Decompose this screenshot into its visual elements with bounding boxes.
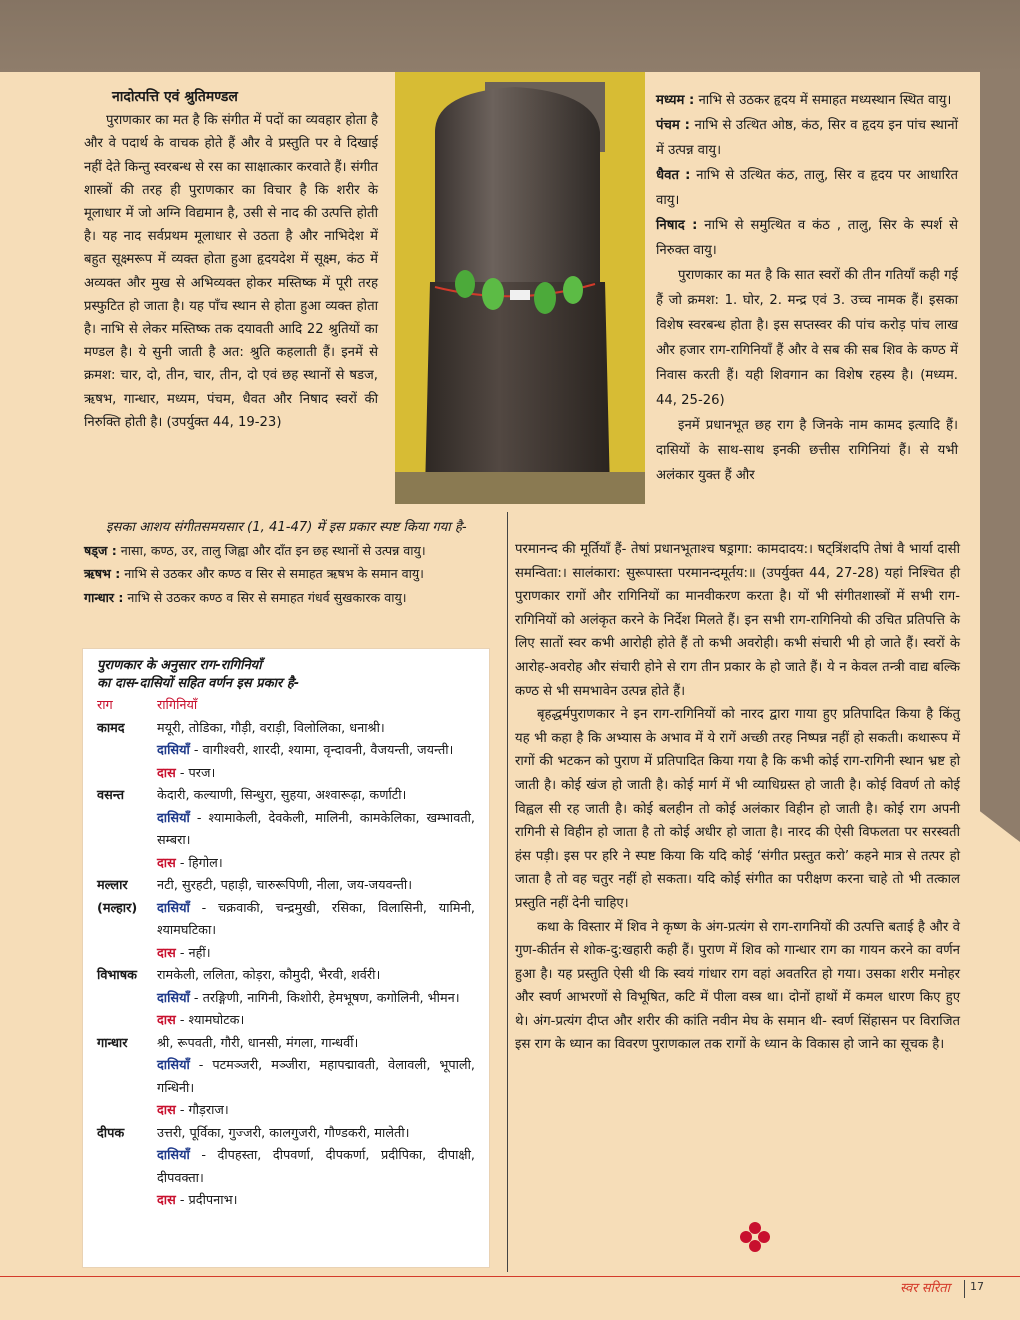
raga-spacer bbox=[97, 1100, 157, 1123]
rag-rows bbox=[97, 718, 475, 1213]
flower-ornament-icon bbox=[738, 1220, 772, 1254]
left-paragraph-2: इसका आशय संगीतसमयसार (1, 41-47) में इस प्रकार स्पष्ट किया गया है- bbox=[106, 520, 467, 535]
bottom-column bbox=[515, 538, 960, 1057]
raga-dasi-row bbox=[97, 740, 475, 763]
raga-dasa-row bbox=[97, 1100, 475, 1123]
raga-spacer bbox=[97, 763, 157, 786]
raga-dasi bbox=[157, 740, 475, 763]
dasa-text: - हिगोल। bbox=[175, 855, 223, 871]
section-heading: नादोत्पत्ति एवं श्रुतिमण्डल bbox=[112, 89, 238, 105]
right-paragraph-2: इनमें प्रधानभूत छह राग है जिनके नाम कामद इत्यादि हैं। दासियों के साथ-साथ इनकी छत्तीस रागिनियां हैं। से यभी अलंकार युक्त हैं और bbox=[656, 418, 958, 483]
dasi-text: - चक्रवाकी, चन्द्रमुखी, रसिका, विलासिनी, यामिनी, श्यामघटिका। bbox=[157, 900, 475, 938]
dasi-text: - श्यामाकेली, देवकेली, मालिनी, कामकेलिका, खम्भावती, सम्बरा। bbox=[157, 810, 475, 848]
dasi-label: दासियाँ bbox=[157, 1148, 190, 1163]
magazine-name: स्वर सरिता bbox=[900, 1281, 950, 1296]
dasa-label: दास bbox=[157, 1013, 176, 1028]
raga-name: दीपक bbox=[97, 1125, 125, 1141]
rishabh-line: ऋषभ : नाभि से उठकर और कण्ठ व सिर से समाहत ऋषभ के समान वायु। bbox=[84, 566, 424, 582]
dasa-text: - गौड़राज। bbox=[175, 1103, 229, 1118]
dasi-text: - दीपहस्ता, दीपवर्णा, दीपकर्णा, प्रदीपिका, दीपाक्षी, दीपवक्ता। bbox=[157, 1148, 475, 1186]
raga-row bbox=[97, 875, 475, 898]
raga-dasa bbox=[157, 1010, 475, 1033]
side-tab bbox=[980, 72, 1020, 842]
raga-alt-name bbox=[97, 740, 157, 763]
left-column bbox=[84, 86, 378, 434]
dasi-label: दासियाँ bbox=[157, 810, 190, 826]
raga-dasa bbox=[157, 763, 475, 786]
raga-name: कामद bbox=[97, 720, 125, 736]
dasa-text: - परज। bbox=[175, 765, 216, 781]
dasi-text: - तरङ्गिणी, नागिनी, किशोरी, हेमभूषण, कगोलिनी, भीमन। bbox=[189, 990, 460, 1006]
raga-dasa-row bbox=[97, 943, 475, 966]
shadaj-line: षड्ज : नासा, कण्ठ, उर, तालु जिह्वा और दाँत इन छह स्थानों से उत्पन्न वायु। bbox=[84, 543, 426, 559]
box-title-1: पुराणकार के अनुसार राग-रागिनियाँ bbox=[97, 658, 262, 673]
dasa-label: दास bbox=[157, 765, 176, 781]
raga-alt-name bbox=[97, 988, 157, 1011]
right-column bbox=[656, 88, 958, 488]
dasi-label: दासियाँ bbox=[157, 990, 190, 1006]
raga-row bbox=[97, 718, 475, 741]
raga-dasi bbox=[157, 808, 475, 853]
nishad-line: निषाद : नाभि से समुत्थित व कंठ , तालु, सिर के स्पर्श से निरुक्त वायु। bbox=[656, 218, 959, 258]
raga-spacer bbox=[97, 853, 157, 876]
raga-dasi-row bbox=[97, 1145, 475, 1190]
dhaivat-line: धैवत : नाभि से उत्थित कंठ, तालु, सिर व हृदय पर आधारित वायु। bbox=[656, 168, 959, 208]
raga-spacer bbox=[97, 1010, 157, 1033]
dasa-text: - प्रदीपनाभ। bbox=[175, 1193, 238, 1208]
box-header-row bbox=[97, 695, 475, 718]
raga-dasi-row bbox=[97, 808, 475, 853]
raga-raginis: केदारी, कल्याणी, सिन्धुरा, सुहया, अश्वारूढ़ा, कर्णाटी। bbox=[157, 788, 407, 803]
raga-dasa-row bbox=[97, 763, 475, 786]
raga-dasa bbox=[157, 1190, 475, 1213]
left-paragraph: पुराणकार का मत है कि संगीत में पदों का व्यवहार होता है और वे पदार्थ के वाचक होते हैं और वे प्रस्तुति पर वे दिखाई नहीं देते किन्तु स्वरबन्ध से रस का साक्षात्कार करवाते हैं। संगीत शास्त्रों की तरह ही पुराणकार का विचार है कि शरीर के मूलाधार में जो अग्नि विद्यमान है, उसी से नाद की उत्पत्ति होती है। यह नाद सर्वप्रथम मूलाधार से उठता है और नाभिदेश में बहुत सूक्ष्मरूप में व्यक्त होता हुआ हृदयदेश में सूक्ष्म, कंठ में अव्यक्त और मुख से अभिव्यक्त होकर मस्तिष्क में पूरी तरह प्रस्फुटित हो जाता है। यह पाँच स्थान से होता हुआ व्यक्त होता है। नाभि से लेकर मस्तिष्क तक दयावती आदि 22 श्रुतियों का मण्डल है। ये सुनी जाती है अत: श्रुति कहलाती हैं। इनमें से क्रमश: चार, दो, तीन, चार, तीन, दो एवं छह स्थानों से षडज, ऋषभ, गान्धार, मध्यम, पंचम, धैवत और निषाद स्वरों की निरुक्ति होती है। (उपर्युक्त 44, 19-23) bbox=[84, 113, 378, 430]
page-number: 17 bbox=[970, 1280, 984, 1293]
raga-name: गान्धार bbox=[97, 1035, 128, 1051]
left-continuation bbox=[84, 516, 478, 609]
footer-rule bbox=[0, 1276, 1020, 1277]
raga-row bbox=[97, 785, 475, 808]
raga-raginis: मयूरी, तोडिका, गौड़ी, वराड़ी, विलोलिका, धनाश्री। bbox=[157, 720, 385, 736]
pancham-line: पंचम : नाभि से उत्थित ओष्ठ, कंठ, सिर व हृदय इन पांच स्थानों में उत्पन्न वायु। bbox=[656, 118, 959, 158]
raga-row bbox=[97, 965, 475, 988]
raga-alt-name bbox=[97, 1055, 157, 1100]
raga-raginis: रामकेली, ललिता, कोड़रा, कौमुदी, भैरवी, शर्वरी। bbox=[157, 968, 381, 983]
raga-name: वसन्त bbox=[97, 788, 125, 803]
raga-dasi-row bbox=[97, 1055, 475, 1100]
col-ragini: रागिनियाँ bbox=[157, 698, 198, 713]
raga-raginis: श्री, रूपवती, गौरी, धानसी, मंगला, गान्धर्वी। bbox=[157, 1035, 359, 1051]
dasa-label: दास bbox=[157, 1103, 176, 1118]
raga-dasa bbox=[157, 1100, 475, 1123]
raga-row bbox=[97, 1033, 475, 1056]
raga-alt-name bbox=[97, 1145, 157, 1190]
raga-alt-name bbox=[97, 808, 157, 853]
raga-dasa-row bbox=[97, 853, 475, 876]
footer-separator bbox=[964, 1280, 965, 1298]
raga-dasi bbox=[157, 1055, 475, 1100]
bottom-paragraph-1: परमानन्द की मूर्तियाँ हैं- तेषां प्रधानभूताश्च षड्रागा: कामदादय:। षट्त्रिंशदपि तेषां वै भार्या दासी समन्विता:। सालंकारा: सुरूपास्ता परमानन्दमूर्तय:॥ (उपर्युक्त 44, 27-28) यहां निश्चित ही पुराणकार रागों और रागिनियों का मानवीकरण करता है। यों भी संगीतशास्त्रों में सभी राग-रागिनियों को अलंकृत करने के निर्देश मिलते हैं। इन सभी राग-रागिनियो की उचित प्रतिपत्ति के लिए सातों स्वर कभी आरोही होते हैं तो कभी अवरोही। कभी संचारी भी हो जाते हैं। स्वरों के आरोह-अवरोह और संचारी होने से राग तीन प्रकार के हो जाते हैं। ये न केवल तन्त्री वाद्य बल्कि कण्ठ से भी समभावेन उत्पन्न होते हैं। bbox=[515, 542, 960, 699]
raga-dasi bbox=[157, 988, 475, 1011]
column-divider bbox=[507, 512, 508, 1272]
dasi-label: दासियाँ bbox=[157, 900, 190, 916]
raga-row bbox=[97, 1123, 475, 1146]
right-paragraph: पुराणकार का मत है कि सात स्वरों की तीन गतियाँ कही गई हैं जो क्रमश: 1. घोर, 2. मन्द्र एवं 3. उच्च नामक हैं। इसका विशेष स्वरबन्ध होता है। इस सप्तस्वर की पांच करोड़ पांच लाख और हजार राग-रागिनियाँ हैं और वे सब की सब शिव के कण्ठ में निवास करती हैं। यही शिवगान का विशेष रहस्य है। (मध्यम. 44, 25-26) bbox=[656, 268, 958, 408]
raga-spacer bbox=[97, 943, 157, 966]
raga-raginis: उत्तरी, पूर्विका, गुज्जरी, कालगुजरी, गौण्डकरी, मालेती। bbox=[157, 1125, 410, 1141]
raga-alt-name: (मल्हार) bbox=[97, 900, 138, 916]
gandhar-line: गान्धार : नाभि से उठकर कण्ठ व सिर से समाहत गंधर्व सुखकारक वायु। bbox=[84, 589, 407, 605]
dasi-text: - पटमञ्जरी, मञ्जीरा, महापद्मावती, वेलावली, भूपाली, गन्धिनी। bbox=[157, 1058, 475, 1096]
raga-dasi bbox=[157, 1145, 475, 1190]
raga-dasi-row bbox=[97, 988, 475, 1011]
raga-dasa bbox=[157, 853, 475, 876]
dasa-text: - श्यामघोटक। bbox=[175, 1013, 245, 1028]
dasa-label: दास bbox=[157, 1193, 176, 1208]
dasa-label: दास bbox=[157, 945, 176, 961]
raga-dasa-row bbox=[97, 1190, 475, 1213]
raga-dasi-row bbox=[97, 898, 475, 943]
box-title-2: का दास-दासियों सहित वर्णन इस प्रकार है- bbox=[97, 676, 300, 691]
raga-dasa bbox=[157, 943, 475, 966]
dasa-label: दास bbox=[157, 855, 176, 871]
header-band bbox=[0, 0, 1020, 72]
raga-box bbox=[82, 648, 490, 1268]
col-rag: राग bbox=[97, 698, 113, 713]
raga-name: विभाषक bbox=[97, 968, 137, 983]
raga-dasi bbox=[157, 898, 475, 943]
dasi-label: दासियाँ bbox=[157, 1058, 190, 1073]
bottom-paragraph-2: बृहद्धर्मपुराणकार ने इन राग-रागिनियों को नारद द्वारा गाया हुए प्रतिपादित किया है किंतु यह भी कहा है कि अभ्यास के अभाव में ये रागें अच्छी तरह निष्पन्न नहीं हो सकती। कथारूप में रागों की भटकन को पुराण में प्रतिपादित किया गया है कि कभी कोई राग-रागिनी स्थान भ्रष्ट हो जाती है। कोई खंज हो जाती है। कोई मार्ग में भी व्याधिग्रस्त हो जाती है। कोई विवर्ण तो कोई विह्वल सी रह जाती है। कोई बलहीन तो कोई अलंकार विहीन हो जाती है। कोई राग अपनी रागिनी से विहीन हो जाता है तो कोई अधीर हो जाता है। नारद की ऐसी विफलता पर सरस्वती हंस पड़ी। इस पर हरि ने स्पष्ट किया कि यदि कोई ‘संगीत प्रस्तुत करो’ कहने मात्र से तत्पर हो जाता है तो वह चतुर नहीं हो सकता। यदि कोई संगीत का परीक्षण करना चाहे तो भी तत्काल प्रस्तुति नहीं देनी चाहिए। bbox=[515, 707, 960, 911]
raga-name: मल्लार bbox=[97, 878, 128, 893]
dasi-text: - वागीश्वरी, शारदी, श्यामा, वृन्दावनी, वैजयन्ती, जयन्ती। bbox=[189, 743, 454, 758]
madhyam-line: मध्यम : नाभि से उठकर हृदय में समाहत मध्यस्थान स्थित वायु। bbox=[656, 93, 952, 108]
dasa-text: - नहीं। bbox=[175, 945, 211, 961]
raga-raginis: नटी, सुरहटी, पहाड़ी, चारुरूपिणी, नीला, जय-जयवन्ती। bbox=[157, 878, 413, 893]
raga-spacer bbox=[97, 1190, 157, 1213]
raga-dasa-row bbox=[97, 1010, 475, 1033]
dasi-label: दासियाँ bbox=[157, 743, 190, 758]
shivling-photo bbox=[395, 72, 645, 504]
bottom-paragraph-3: कथा के विस्तार में शिव ने कृष्ण के अंग-प्रत्यंग से राग-रागनियों की उत्पत्ति बताई है और वे गुण-कीर्तन से शोक-दु:खहारी कही हैं। पुराण में शिव को गान्धार राग का गायन करने का वर्णन हुआ है। यह प्रस्तुति ऐसी थी कि स्वयं गांधार राग वहां अवतरित हो गया। उसका शरीर मनोहर और स्वर्ण आभरणों से विभूषित, कटि में पीला वस्त्र था। दोनों हाथों में कमल धारण किए हुए थे। अंग-प्रत्यंग दीप्त और शरीर की कांति नवीन मेघ के समान थी- स्वर्ण सिंहासन पर विराजित इस राग के ध्यान का विवरण पुराणकाल तक रागों के ध्यान के विकास हो जाने का सूचक है। bbox=[515, 919, 960, 1053]
